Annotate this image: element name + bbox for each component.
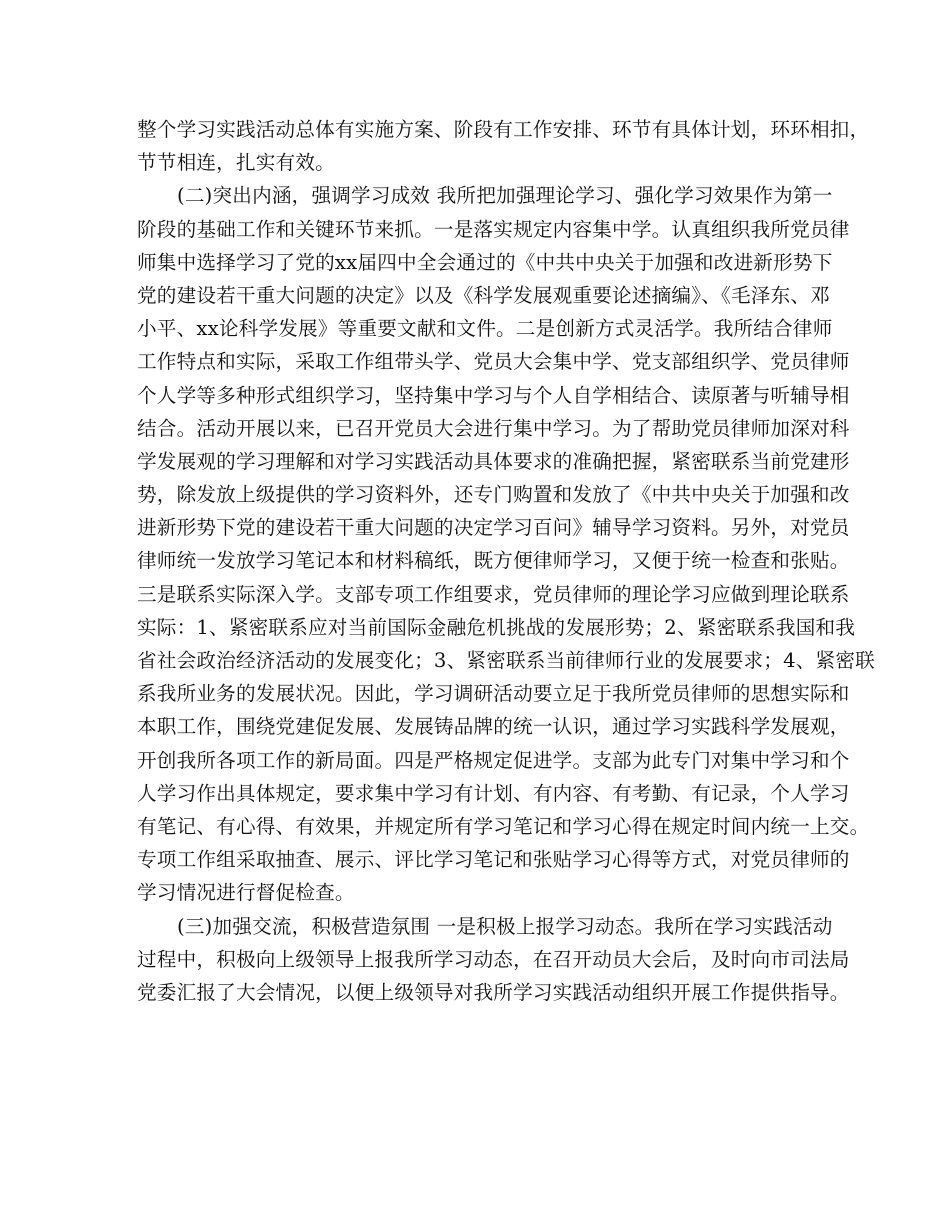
text-line: 开创我所各项工作的新局面。四是严格规定促进学。支部为此专门对集中学习和个	[137, 748, 850, 772]
text-line: 学习情况进行督促检查。	[137, 881, 355, 905]
text-line: 势，除发放上级提供的学习资料外，还专门购置和发放了《中共中央关于加强和改	[137, 483, 850, 507]
text-line: 系我所业务的发展状况。因此，学习调研活动要立足于我所党员律师的思想实际和	[137, 682, 850, 706]
text-line: 进新形势下党的建设若干重大问题的决定学习百问》辅导学习资料。另外，对党员	[137, 516, 850, 540]
text-line: 实际：1、紧密联系应对当前国际金融危机挑战的发展形势；2、紧密联系我国和我	[137, 615, 856, 639]
text-line: 人学习作出具体规定，要求集中学习有计划、有内容、有考勤、有记录，个人学习	[137, 781, 850, 805]
text-line: 整个学习实践活动总体有实施方案、阶段有工作安排、环节有具体计划，环环相扣，	[137, 118, 870, 141]
text-line: (二)突出内涵，强调学习成效 我所把加强理论学习、强化学习效果作为第一	[177, 184, 833, 208]
text-line: 节节相连，扎实有效。	[137, 151, 335, 175]
text-line: (三)加强交流，积极营造氛围 一是积极上报学习动态。我所在学习实践活动	[177, 914, 833, 938]
text-line: 三是联系实际深入学。支部专项工作组要求，党员律师的理论学习应做到理论联系	[137, 582, 850, 606]
text-line: 专项工作组采取抽查、展示、评比学习笔记和张贴学习心得等方式，对党员律师的	[137, 848, 850, 872]
text-line: 有笔记、有心得、有效果，并规定所有学习笔记和学习心得在规定时间内统一上交。	[137, 814, 870, 838]
text-line: 本职工作，围绕党建促发展、发展铸品牌的统一认识，通过学习实践科学发展观，	[137, 715, 850, 739]
text-line: 党委汇报了大会情况，以便上级领导对我所学习实践活动组织开展工作提供指导。	[137, 980, 850, 1004]
text-line: 阶段的基础工作和关键环节来抓。一是落实规定内容集中学。认真组织我所党员律	[137, 217, 850, 241]
text-line: 党的建设若干重大问题的决定》以及《科学发展观重要论述摘编》、《毛泽东、邓	[137, 283, 830, 307]
text-line: 小平、xx论科学发展》等重要文献和文件。二是创新方式灵活学。我所结合律师	[137, 317, 833, 341]
text-line: 工作特点和实际，采取工作组带头学、党员大会集中学、党支部组织学、党员律师	[137, 350, 850, 374]
text-line: 学发展观的学习理解和对学习实践活动具体要求的准确把握，紧密联系当前党建形	[137, 449, 850, 473]
text-line: 结合。活动开展以来，已召开党员大会进行集中学习。为了帮助党员律师加深对科	[137, 416, 850, 440]
body-text	[137, 113, 875, 1009]
text-line: 个人学等多种形式组织学习，坚持集中学习与个人自学相结合、读原著与听辅导相	[137, 383, 850, 407]
text-line: 过程中，积极向上级领导上报我所学习动态，在召开动员大会后，及时向市司法局	[137, 947, 850, 971]
text-line: 省社会政治经济活动的发展变化；3、紧密联系当前律师行业的发展要求；4、紧密联	[137, 649, 875, 672]
text-line: 律师统一发放学习笔记本和材料稿纸，既方便律师学习，又便于统一检查和张贴。	[137, 549, 850, 573]
text-line: 师集中选择学习了党的xx届四中全会通过的《中共中央关于加强和改进新形势下	[137, 250, 833, 274]
